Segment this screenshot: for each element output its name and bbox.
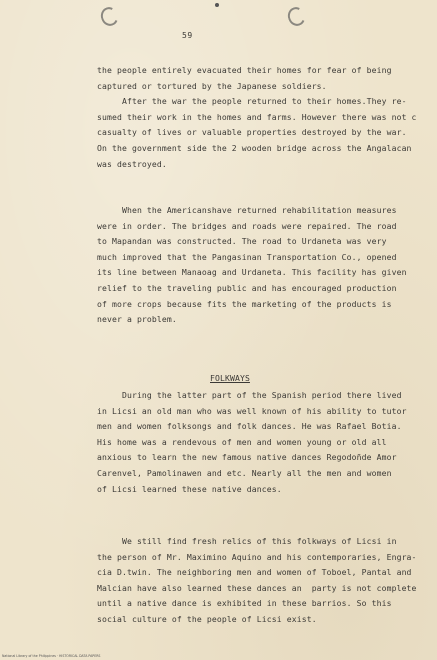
paragraph-folk-dances bbox=[97, 388, 419, 497]
archive-footer: National Library of the Philippines · HISTORICAL DATA PAPERS bbox=[2, 654, 101, 658]
text-line: His home was a rendevous of men and women young or old all bbox=[97, 436, 387, 447]
paragraph-rehabilitation bbox=[97, 203, 419, 328]
text-line: casualty of lives or valuable properties destroyed by the war. bbox=[97, 127, 407, 138]
text-line: in Licsi an old man who was well known of his ability to tutor bbox=[97, 405, 407, 416]
text-line: social culture of the people of Licsi exist. bbox=[97, 613, 317, 624]
punch-hole-right bbox=[285, 5, 307, 29]
text-line: We still find fresh relics of this folkways of Licsi in bbox=[97, 536, 397, 546]
text-line: its line between Manaoag and Urdaneta. This facility has given bbox=[97, 267, 407, 278]
staple-mark bbox=[215, 3, 219, 7]
text-line: captured or tortured by the Japanese soldiers. bbox=[97, 80, 327, 91]
text-line: cia D.twin. The neighboring men and women of Toboel, Pantal and bbox=[97, 567, 412, 578]
text-line: never a problem. bbox=[97, 314, 177, 325]
text-line: was destroyed. bbox=[97, 158, 167, 169]
text-line: During the latter part of the Spanish period there lived bbox=[97, 390, 402, 400]
text-line: of more crops because fits the marketing of the products is bbox=[97, 298, 392, 309]
section-heading-folkways: FOLKWAYS bbox=[210, 373, 250, 383]
page-number: 59 bbox=[182, 31, 193, 40]
text-line: After the war the people returned to their homes.They re- bbox=[97, 96, 407, 107]
text-line: When the Americanshave returned rehabilitation measures bbox=[97, 205, 397, 215]
text-line: until a native dance is exhibited in these barrios. So this bbox=[97, 598, 392, 609]
text-line: On the government side the 2 wooden bridge across the Angalacan bbox=[97, 142, 412, 153]
text-line: the person of Mr. Maximino Aquino and his contemporaries, Engra- bbox=[97, 551, 417, 562]
paragraph-relics bbox=[97, 534, 419, 628]
text-line: of Licsi learned these native dances. bbox=[97, 483, 282, 494]
paragraph-war-aftermath bbox=[97, 63, 419, 172]
text-line: Carenvel, Pamolinawen and etc. Nearly all the men and women bbox=[97, 467, 392, 478]
text-line: much improved that the Pangasinan Transportation Co., opened bbox=[97, 251, 397, 262]
text-line: men and women folksongs and folk dances. He was Rafael Botia. bbox=[97, 421, 402, 432]
punch-hole-left bbox=[98, 5, 120, 29]
text-line: anxious to learn the new famous native dances Regodoñde Amor bbox=[97, 452, 397, 463]
text-line: Malcian have also learned these dances an party is not complete bbox=[97, 582, 417, 593]
text-line: sumed their work in the homes and farms. However there was not c bbox=[97, 111, 417, 122]
text-line: relief to the traveling public and has encouraged production bbox=[97, 282, 397, 293]
text-line: to Mapandan was constructed. The road to Urdaneta was very bbox=[97, 236, 387, 247]
text-line: the people entirely evacuated their homes for fear of being bbox=[97, 65, 392, 75]
text-line: were in order. The bridges and roads were repaired. The road bbox=[97, 220, 397, 231]
